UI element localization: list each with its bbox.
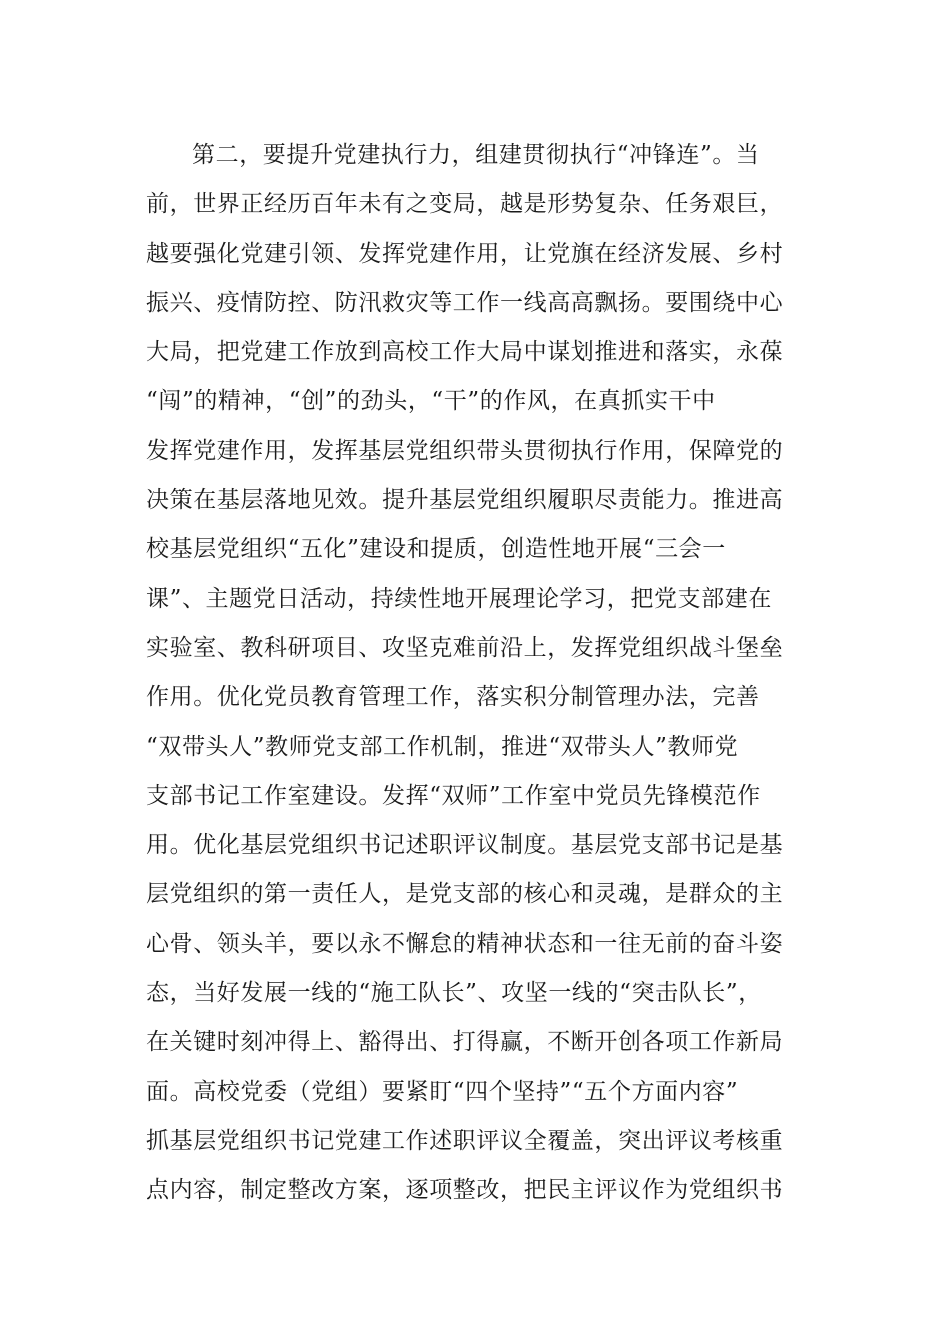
paragraph-line: 点内容，制定整改方案，逐项整改，把民主评议作为党组织书 [146,1177,784,1204]
paragraph-line: 第二，要提升党建执行力，组建贯彻执行“冲锋连”。当 [192,142,760,168]
paragraph-line: 面。高校党委（党组）要紧盯“四个坚持”“五个方面内容” [146,1078,739,1105]
paragraph-line: “双带头人”教师党支部工作机制，推进“双带头人”教师党 [146,733,739,760]
paragraph-line: 作用。优化党员教育管理工作，落实积分制管理办法，完善 [146,684,760,711]
paragraph-line: 层党组织的第一责任人，是党支部的核心和灵魂，是群众的主 [146,881,784,908]
paragraph-line: 用。优化基层党组织书记述职评议制度。基层党支部书记是基 [146,832,784,859]
paragraph-line: 态，当好发展一线的“施工队长”、攻坚一线的“突击队长”， [146,980,762,1007]
paragraph-line: 心骨、领头羊，要以永不懈怠的精神状态和一往无前的奋斗姿 [146,930,784,957]
paragraph-line: “闯”的精神，“创”的劲头，“干”的作风，在真抓实干中 [146,388,716,415]
paragraph-line: 支部书记工作室建设。发挥“双师”工作室中党员先锋模范作 [146,782,761,809]
paragraph-line: 抓基层党组织书记党建工作述职评议全覆盖，突出评议考核重 [146,1127,784,1154]
paragraph-line: 发挥党建作用，发挥基层党组织带头贯彻执行作用，保障党的 [146,437,784,464]
paragraph-line: 前，世界正经历百年未有之变局，越是形势复杂、任务艰巨， [146,191,784,218]
paragraph-line: 在关键时刻冲得上、豁得出、打得赢，不断开创各项工作新局 [146,1029,784,1056]
paragraph-line: 课”、主题党日活动，持续性地开展理论学习，把党支部建在 [146,585,772,612]
paragraph-line: 大局，把党建工作放到高校工作大局中谋划推进和落实，永葆 [146,339,784,366]
body-paragraph [146,131,806,1216]
paragraph-line: 振兴、疫情防控、防汛救灾等工作一线高高飘扬。要围绕中心 [146,289,784,316]
paragraph-line: 校基层党组织“五化”建设和提质，创造性地开展“三会一 [146,536,726,563]
paragraph-line: 决策在基层落地见效。提升基层党组织履职尽责能力。推进高 [146,487,784,514]
paragraph-line: 实验室、教科研项目、攻坚克难前沿上，发挥党组织战斗堡垒 [146,634,784,661]
paragraph-line: 越要强化党建引领、发挥党建作用，让党旗在经济发展、乡村 [146,240,784,267]
